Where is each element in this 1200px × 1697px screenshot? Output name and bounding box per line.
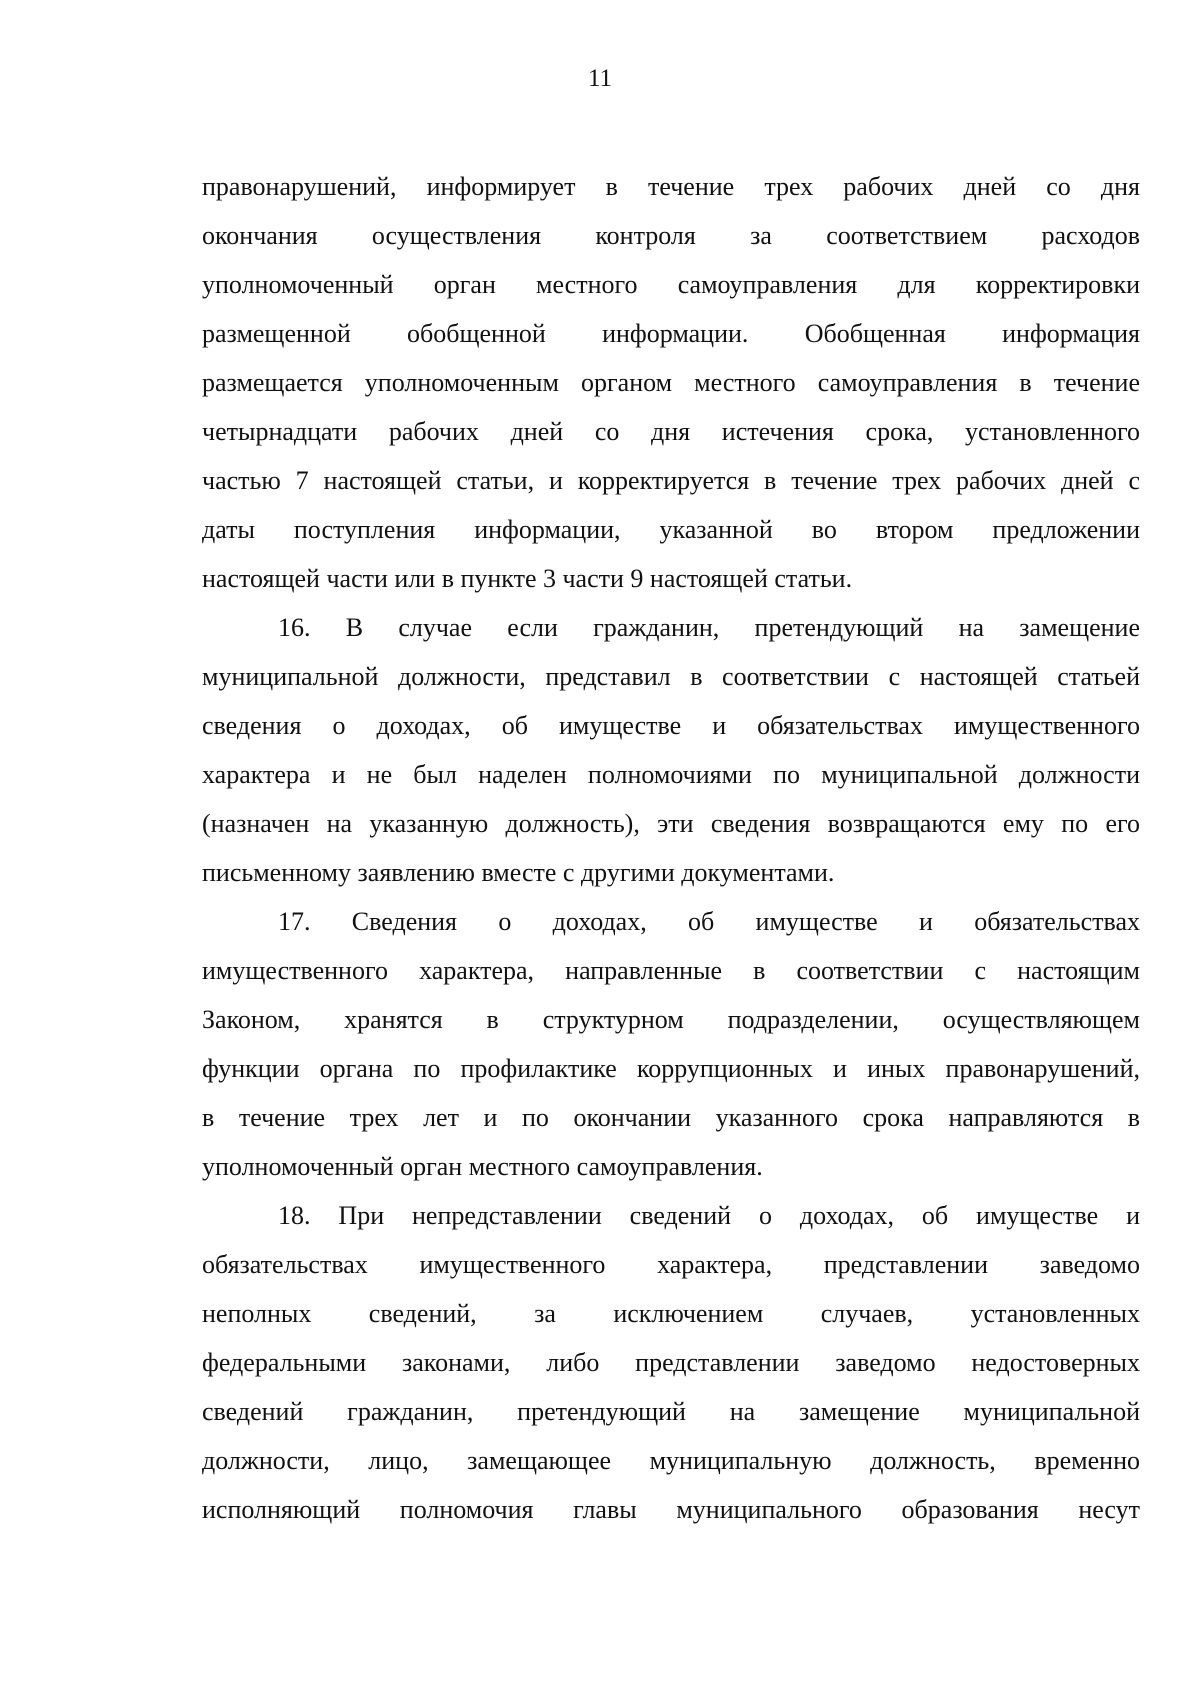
text-line: федеральными законами, либо представлении заведомо недостоверных	[202, 1348, 1140, 1377]
text-line: муниципальной должности, представил в соответствии с настоящей статьей	[202, 662, 1140, 691]
text-line: сведений гражданин, претендующий на замещение муниципальной	[202, 1397, 1140, 1426]
text-line: окончания осуществления контроля за соответствием расходов	[202, 221, 1140, 250]
text-line: характера и не был наделен полномочиями по муниципальной должности	[202, 760, 1140, 789]
text-line: функции органа по профилактике коррупционных и иных правонарушений,	[202, 1054, 1140, 1083]
text-line: неполных сведений, за исключением случаев, установленных	[202, 1299, 1140, 1328]
text-line: правонарушений, информирует в течение трех рабочих дней со дня	[202, 172, 1140, 201]
paragraph-end-line: уполномоченный орган местного самоуправления.	[202, 1152, 763, 1181]
paragraph-16-first-line: 16. В случае если гражданин, претендующий на замещение	[278, 613, 1140, 642]
text-line: (назначен на указанную должность), эти сведения возвращаются ему по его	[202, 809, 1140, 838]
text-line: размещается уполномоченным органом местного самоуправления в течение	[202, 368, 1140, 397]
text-line: четырнадцати рабочих дней со дня истечения срока, установленного	[202, 417, 1140, 446]
text-line: должности, лицо, замещающее муниципальную должность, временно	[202, 1446, 1140, 1475]
paragraph-18-first-line: 18. При непредставлении сведений о доходах, об имуществе и	[278, 1201, 1140, 1230]
paragraph-17-first-line: 17. Сведения о доходах, об имуществе и обязательствах	[278, 907, 1140, 936]
text-line: сведения о доходах, об имуществе и обязательствах имущественного	[202, 711, 1140, 740]
text-line: частью 7 настоящей статьи, и корректируется в течение трех рабочих дней с	[202, 466, 1140, 495]
text-line: обязательствах имущественного характера, представлении заведомо	[202, 1250, 1140, 1279]
paragraph-end-line: настоящей части или в пункте 3 части 9 настоящей статьи.	[202, 564, 853, 593]
document-body	[202, 172, 1140, 1544]
text-line: в течение трех лет и по окончании указанного срока направляются в	[202, 1103, 1140, 1132]
page-number: 11	[587, 65, 613, 92]
paragraph-end-line: письменному заявлению вместе с другими документами.	[202, 858, 835, 887]
text-line: имущественного характера, направленные в соответствии с настоящим	[202, 956, 1140, 985]
text-line: уполномоченный орган местного самоуправления для корректировки	[202, 270, 1140, 299]
text-line: Законом, хранятся в структурном подразделении, осуществляющем	[202, 1005, 1140, 1034]
text-line: исполняющий полномочия главы муниципального образования несут	[202, 1495, 1140, 1524]
text-line: размещенной обобщенной информации. Обобщенная информация	[202, 319, 1140, 348]
text-line: даты поступления информации, указанной во втором предложении	[202, 515, 1140, 544]
